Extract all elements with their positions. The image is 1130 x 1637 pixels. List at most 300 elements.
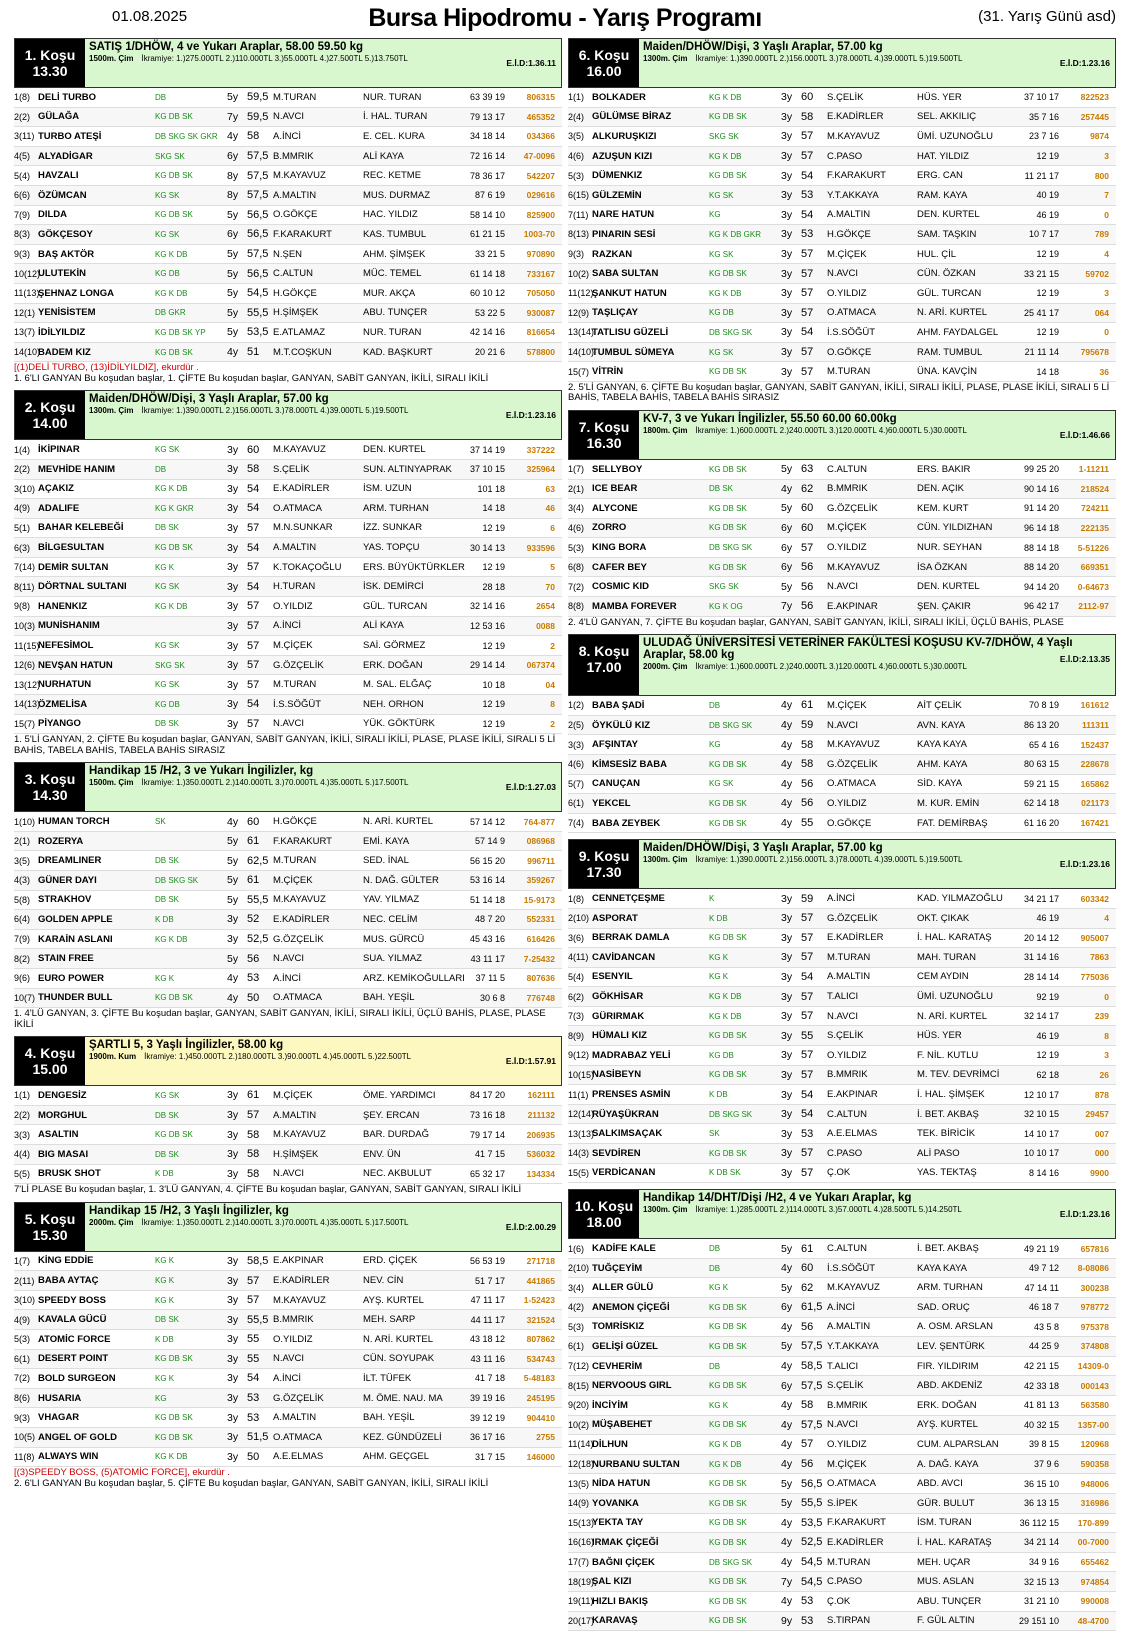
start-number: 12(1): [14, 307, 36, 318]
runner-list: [568, 88, 1116, 382]
race-number-box: [569, 635, 639, 695]
trainer: AHM. KAYA: [917, 758, 968, 770]
equipment: DB: [709, 1361, 721, 1371]
form: 11 21 17: [1024, 170, 1059, 181]
horse-name: TURBO ATEŞİ: [38, 130, 102, 142]
race-prize: İkramiye: 1.)285.000TL 2.)114.000TL 3.)57.000TL 4.)28.500TL 5.)14.250TL: [695, 1205, 962, 1215]
race-block: [14, 1036, 562, 1195]
weight: 57: [801, 912, 814, 925]
age: 4y: [781, 797, 793, 810]
horse-name: GÖKÇESOY: [38, 228, 93, 240]
last-results: 007: [1094, 1128, 1109, 1139]
form: 79 17 14: [469, 1129, 505, 1140]
equipment: DB SK: [155, 856, 180, 866]
last-results: 978772: [1080, 1302, 1109, 1313]
trainer: ERK. DOĞAN: [917, 1399, 977, 1411]
race-header: [568, 38, 1116, 88]
age: 3y: [781, 267, 793, 280]
jockey: H.ŞİMŞEK: [273, 307, 319, 319]
equipment: DB SKG SK GKR: [155, 131, 218, 141]
weight: 51,5: [247, 1431, 269, 1444]
jockey: M.ÇİÇEK: [827, 1458, 867, 1470]
start-number: 19(11): [568, 1596, 594, 1607]
age: 4y: [781, 1556, 793, 1569]
start-number: 2(5): [568, 720, 585, 731]
weight: 61: [801, 1242, 814, 1255]
jockey: K.TOKAÇOĞLU: [273, 561, 342, 573]
last-results: 2112-97: [1078, 601, 1109, 612]
age: 3y: [781, 892, 793, 905]
last-results: 15-9173: [523, 894, 555, 905]
start-number: 10(7): [14, 992, 36, 1003]
form: 43 11 16: [470, 1353, 505, 1364]
equipment: DB: [155, 464, 167, 474]
age: 3y: [227, 1167, 239, 1180]
table-row: [568, 1026, 1116, 1046]
jockey: A.MALTIN: [827, 209, 871, 221]
equipment: DB SK: [709, 484, 734, 494]
last-results: 321524: [526, 1314, 555, 1325]
table-row: [568, 147, 1116, 167]
table-row: [568, 264, 1116, 284]
trainer: ERS. BAKIR: [917, 463, 971, 475]
equipment: DB: [709, 1263, 721, 1273]
jockey: M.KAYAVUZ: [827, 739, 880, 751]
jockey: O.YILDIZ: [827, 1049, 867, 1061]
last-results: 789: [1094, 229, 1109, 240]
start-number: 13(12): [14, 679, 41, 690]
equipment: DB SKG SK: [709, 1557, 753, 1567]
equipment: K: [709, 894, 715, 904]
jockey: G.ÖZÇELİK: [827, 502, 878, 514]
race-conditions: [643, 1205, 1111, 1215]
jockey: O.YILDIZ: [827, 1438, 867, 1450]
form: 91 14 20: [1023, 503, 1059, 514]
race-time: 17.30: [586, 864, 622, 881]
equipment: KG DB SK: [709, 562, 747, 572]
start-number: 13(5): [568, 1478, 590, 1489]
trainer: SUN. ALTINYAPRAK: [363, 463, 452, 475]
trainer: KAYA KAYA: [917, 739, 967, 751]
horse-name: ANEMON ÇİÇEĞİ: [592, 1301, 670, 1313]
age: 4y: [781, 482, 793, 495]
equipment: KG K DB: [155, 601, 188, 611]
age: 4y: [781, 719, 793, 732]
last-results: 59702: [1085, 268, 1109, 279]
age: 3y: [227, 913, 239, 926]
jockey: M.TURAN: [827, 1556, 871, 1568]
race-number: 3. Koşu: [24, 771, 76, 788]
race-time: 17.00: [586, 659, 622, 676]
form: 12 19: [1036, 288, 1059, 299]
table-row: [568, 929, 1116, 949]
horse-name: MADRABAZ YELİ: [592, 1049, 671, 1061]
trainer: ŞEN. ÇAKIR: [917, 600, 971, 612]
equipment: KG SK: [709, 249, 734, 259]
table-row: [568, 1278, 1116, 1298]
weight: 56: [801, 580, 814, 593]
jockey: Ç.OK: [827, 1167, 851, 1179]
form: 57 14 9: [474, 836, 505, 847]
age: 7y: [781, 1575, 793, 1588]
start-number: 3(5): [568, 131, 585, 142]
age: 5y: [227, 854, 239, 867]
horse-name: PINARIN SESİ: [592, 228, 656, 240]
trainer: M. SAL. ELĞAÇ: [363, 679, 432, 691]
age: 4y: [781, 1418, 793, 1431]
age: 3y: [227, 463, 239, 476]
runner-list: [568, 889, 1116, 1183]
last-results: 878: [1094, 1089, 1109, 1100]
horse-name: KARAVAŞ: [592, 1615, 638, 1627]
trainer: HAC. YILDIZ: [363, 209, 418, 221]
form: 31 7 15: [474, 1451, 505, 1462]
table-row: [568, 1455, 1116, 1475]
form: 45 43 16: [469, 934, 505, 945]
jockey: M.TURAN: [273, 679, 317, 691]
horse-name: ALLER GÜLÜ: [592, 1282, 654, 1294]
horse-name: DESERT POINT: [38, 1353, 109, 1365]
weight: 60: [801, 1262, 814, 1275]
form: 32 14 16: [469, 601, 505, 612]
last-results: 8: [1104, 1030, 1109, 1041]
age: 8y: [227, 169, 239, 182]
race-info: [639, 411, 1115, 459]
trainer: NUR. SEYHAN: [917, 542, 982, 554]
form: 53 22 5: [474, 307, 505, 318]
age: 3y: [781, 346, 793, 359]
form: 14 10 17: [1023, 1128, 1059, 1139]
age: 7y: [227, 110, 239, 123]
trainer: ŞEY. ERCAN: [363, 1109, 420, 1121]
equipment: SK: [709, 1129, 720, 1139]
last-results: 245195: [526, 1393, 555, 1404]
form: 46 19: [1036, 1030, 1059, 1041]
race-block: [14, 762, 562, 1030]
horse-name: ATOMİC FORCE: [38, 1333, 111, 1345]
age: 3y: [781, 228, 793, 241]
jockey: N.ŞEN: [273, 248, 303, 260]
table-row: [14, 832, 562, 852]
start-number: 1(1): [14, 1090, 31, 1101]
equipment: KG K: [155, 1276, 175, 1286]
start-number: 7(14): [14, 562, 36, 573]
jockey: İ.S.SÖĞÜT: [273, 698, 322, 710]
last-results: 7-25432: [523, 953, 555, 964]
horse-name: TATLISU GÜZELİ: [592, 326, 669, 338]
race-distance: 1900m. Kum: [89, 1052, 137, 1062]
start-number: 4(5): [14, 151, 31, 162]
last-results: 1-52423: [523, 1295, 555, 1306]
jockey: A.İNCİ: [273, 130, 301, 142]
horse-name: ALWAYS WIN: [38, 1451, 99, 1463]
race-notes: [14, 1185, 562, 1196]
horse-name: STAIN FREE: [38, 953, 94, 965]
trainer: KAD. YILMAZOĞLU: [917, 893, 1003, 905]
start-number: 16(16): [568, 1537, 595, 1548]
jockey: B.MMRIK: [827, 1399, 868, 1411]
table-row: [568, 597, 1116, 617]
table-row: [568, 755, 1116, 775]
start-number: 5(4): [568, 971, 585, 982]
table-row: [568, 343, 1116, 363]
trainer: İ. HAL. KARATAŞ: [917, 1536, 992, 1548]
start-number: 6(3): [14, 542, 31, 553]
table-row: [568, 1066, 1116, 1086]
last-results: 616426: [526, 934, 555, 945]
jockey: H.GÖKÇE: [273, 816, 317, 828]
form: 20 14 12: [1023, 932, 1059, 943]
race-conditions: [643, 662, 1111, 672]
last-results: 4: [1104, 249, 1109, 260]
trainer: N. ARİ. KURTEL: [917, 307, 988, 319]
weight: 61: [247, 1089, 260, 1102]
race-time: 14.00: [32, 415, 68, 432]
race-record: E.İ.D:1.36.11: [506, 58, 556, 68]
age: 4y: [227, 815, 239, 828]
form: 21 11 14: [1024, 347, 1059, 358]
horse-name: STRAKHOV: [38, 894, 92, 906]
equipment: SKG SK: [155, 660, 185, 670]
start-number: 5(3): [568, 542, 585, 553]
last-results: 029616: [526, 190, 555, 201]
last-results: 996711: [527, 855, 555, 866]
last-results: 904410: [526, 1412, 555, 1423]
weight: 56: [247, 952, 260, 965]
weight: 61,5: [801, 1301, 823, 1314]
form: 12 10 17: [1023, 1089, 1059, 1100]
equipment: KG DB SK: [155, 543, 193, 553]
table-row: [568, 206, 1116, 226]
table-row: [568, 1376, 1116, 1396]
equipment: KG DB SK: [155, 210, 193, 220]
start-number: 4(6): [568, 759, 585, 770]
equipment: KG SK: [709, 190, 734, 200]
start-number: 2(4): [568, 111, 585, 122]
last-results: 8-08086: [1077, 1263, 1109, 1274]
age: 3y: [227, 541, 239, 554]
last-results: 120968: [1080, 1439, 1109, 1450]
horse-name: ÖZMELİSA: [38, 698, 88, 710]
equipment: K DB: [155, 1334, 174, 1344]
horse-name: DILDA: [38, 209, 68, 221]
weight: 57: [247, 521, 260, 534]
start-number: 10(12): [14, 268, 41, 279]
horse-name: ROZERYA: [38, 835, 84, 847]
equipment: KG K DB: [709, 1439, 742, 1449]
age: 3y: [227, 521, 239, 534]
table-row: [14, 284, 562, 304]
jockey: O.YILDIZ: [827, 287, 867, 299]
race-block: [568, 1189, 1116, 1631]
betting-note: 1. 4'LÜ GANYAN, 3. ÇİFTE Bu koşudan başlar, GANYAN, SABİT GANYAN, İKİLİ, SIRALI İKİLİ, ÜÇLÜ BAHİS, PLASE, PLASE İKİLİ: [14, 1008, 546, 1030]
horse-name: SEVDİREN: [592, 1147, 641, 1159]
equipment: SKG SK: [709, 131, 739, 141]
weight: 61: [247, 874, 260, 887]
coupled-entry-note: [(1)DELİ TURBO, (13)İDİLYILDIZ], ekurdür .: [14, 362, 199, 374]
jockey: A.MALTIN: [273, 1109, 317, 1121]
equipment: KG DB: [709, 1050, 734, 1060]
race-number: 5. Koşu: [24, 1210, 76, 1227]
start-number: 4(6): [568, 151, 585, 162]
trainer: SED. İNAL: [363, 855, 409, 867]
table-row: [568, 814, 1116, 834]
trainer: İZZ. SUNKAR: [363, 522, 423, 534]
race-notes: [14, 735, 562, 756]
last-results: 211132: [527, 1110, 555, 1121]
race-record: E.İ.D:2.00.29: [505, 1221, 556, 1232]
form: 12 19: [482, 640, 505, 651]
equipment: KG SK: [155, 641, 180, 651]
start-number: 9(12): [568, 1050, 590, 1061]
age: 4y: [781, 1595, 793, 1608]
horse-name: MÜŞABEHET: [592, 1419, 653, 1431]
equipment: KG DB SK: [155, 171, 193, 181]
race-number-box: [569, 840, 639, 888]
start-number: 1(4): [14, 444, 31, 455]
form: 23 7 16: [1028, 131, 1059, 142]
equipment: KG K DB: [155, 288, 188, 298]
table-row: [14, 715, 562, 735]
table-row: [14, 186, 562, 206]
equipment: KG SK: [155, 190, 180, 200]
table-row: [568, 88, 1116, 108]
last-results: 552331: [526, 914, 555, 925]
weight: 56: [801, 777, 814, 790]
start-number: 12(9): [568, 307, 590, 318]
start-number: 5(8): [14, 894, 31, 905]
last-results: 257445: [1080, 111, 1109, 122]
jockey: E.AKPINAR: [273, 1255, 324, 1267]
equipment: KG K DB: [155, 934, 188, 944]
page-title: Bursa Hipodromu - Yarış Programı: [368, 4, 762, 32]
trainer: ERK. DOĞAN: [363, 659, 423, 671]
form: 29 14 14: [469, 660, 505, 671]
start-number: 4(4): [14, 1149, 31, 1160]
horse-name: TAŞLIÇAY: [592, 307, 638, 319]
trainer: F. GÜL ALTIN: [917, 1615, 975, 1627]
horse-name: RÜYAŞÜKRAN: [592, 1108, 659, 1120]
trainer: GÜR. BULUT: [917, 1497, 975, 1509]
trainer: SİD. KAYA: [917, 778, 963, 790]
jockey: N.AVCI: [273, 111, 304, 123]
horse-name: ESENYIL: [592, 971, 633, 983]
trainer: ERG. CAN: [917, 170, 963, 182]
start-number: 6(8): [568, 562, 585, 573]
table-row: [568, 304, 1116, 324]
start-number: 5(1): [14, 522, 31, 533]
table-row: [14, 127, 562, 147]
jockey: C.ALTUN: [827, 463, 867, 475]
equipment: KG DB SK: [155, 347, 193, 357]
race-prize: İkramiye: 1.)450.000TL 2.)180.000TL 3.)90.000TL 4.)45.000TL 5.)22.500TL: [144, 1052, 412, 1062]
form: 37 14 19: [469, 444, 505, 455]
weight: 56,5: [247, 267, 269, 280]
equipment: SKG SK: [709, 582, 739, 592]
weight: 57,5: [247, 248, 269, 261]
age: 5y: [227, 874, 239, 887]
trainer: İSM. UZUN: [363, 483, 412, 495]
table-row: [568, 1435, 1116, 1455]
start-number: 4(3): [14, 875, 31, 886]
race-distance: 1300m. Çim: [643, 54, 688, 63]
trainer: ALİ PASO: [917, 1147, 960, 1159]
last-results: 795678: [1080, 347, 1109, 358]
table-row: [568, 166, 1116, 186]
race-prize: İkramiye: 1.)275.000TL 2.)110.000TL 3.)55.000TL 4.)27.500TL 5.)13.750TL: [141, 54, 408, 63]
jockey: A.E.ELMAS: [827, 1128, 878, 1140]
race-prize: İkramiye: 1.)600.000TL 2.)240.000TL 3.)120.000TL 4.)60.000TL 5.)30.000TL: [695, 662, 967, 672]
start-number: 8(11): [14, 581, 35, 592]
coupled-entry-note: [(3)SPEEDY BOSS, (5)ATOMİC FORCE], ekurdür .: [14, 1467, 230, 1479]
weight: 55,5: [801, 1497, 823, 1510]
equipment: DB: [709, 1244, 721, 1254]
jockey: Y.T.AKKAYA: [827, 1340, 879, 1352]
age: 3y: [227, 1148, 239, 1161]
weight: 54: [801, 970, 814, 983]
race-conditions: [643, 54, 1111, 64]
last-results: 536032: [526, 1149, 555, 1160]
last-results: 2: [550, 718, 555, 729]
horse-name: HIZLI BAKIŞ: [592, 1595, 648, 1607]
last-results: 067374: [526, 660, 555, 671]
horse-name: BIG MASAI: [38, 1148, 89, 1160]
race-title: ŞARTLI 5, 3 Yaşlı İngilizler, 58.00 kg: [89, 1039, 284, 1052]
start-number: 1(8): [568, 893, 585, 904]
weight: 59: [801, 892, 814, 905]
start-number: 3(3): [568, 739, 585, 750]
age: 5y: [227, 893, 239, 906]
table-row: [14, 558, 562, 578]
age: 5y: [781, 580, 793, 593]
race-block: [568, 410, 1116, 628]
last-results: 775036: [1080, 971, 1109, 982]
start-number: 6(1): [568, 1341, 585, 1352]
start-number: 10(2): [568, 1419, 590, 1430]
form: 31 21 10: [1023, 1596, 1059, 1607]
table-row: [14, 695, 562, 715]
horse-name: DEMİR SULTAN: [38, 561, 109, 573]
jockey: O.GÖKÇE: [827, 346, 872, 358]
start-number: 1(2): [568, 700, 585, 711]
horse-name: YEKTA TAY: [592, 1517, 644, 1529]
jockey: O.YILDIZ: [827, 542, 867, 554]
age: 4y: [781, 1399, 793, 1412]
equipment: KG K DB: [709, 1011, 742, 1021]
age: 5y: [227, 306, 239, 319]
trainer: MUS. DURMAZ: [363, 189, 431, 201]
equipment: KG DB SK: [709, 112, 747, 122]
trainer: ARZ. KEMİKOĞULLARI: [363, 972, 465, 984]
equipment: DB SKG SK: [155, 875, 199, 885]
horse-name: TOMRİSKIZ: [592, 1321, 645, 1333]
table-row: [14, 871, 562, 891]
age: 5y: [781, 1281, 793, 1294]
age: 3y: [781, 931, 793, 944]
jockey: H.TURAN: [273, 581, 316, 593]
table-row: [568, 362, 1116, 382]
race-title: Handikap 14/DHT/Dişi /H2, 4 ve Yukarı Araplar, kg: [643, 1192, 912, 1205]
jockey: M.KAYAVUZ: [273, 1294, 326, 1306]
trainer: İ. HAL. TURAN: [363, 111, 428, 123]
trainer: ERS. BÜYÜKTÜRKLER: [363, 561, 465, 573]
table-row: [568, 889, 1116, 909]
last-results: 933596: [526, 542, 555, 553]
trainer: ALİ KAYA: [363, 620, 404, 632]
equipment: KG K GKR: [155, 503, 194, 513]
table-row: [568, 108, 1116, 128]
equipment: DB SK: [155, 1110, 180, 1120]
